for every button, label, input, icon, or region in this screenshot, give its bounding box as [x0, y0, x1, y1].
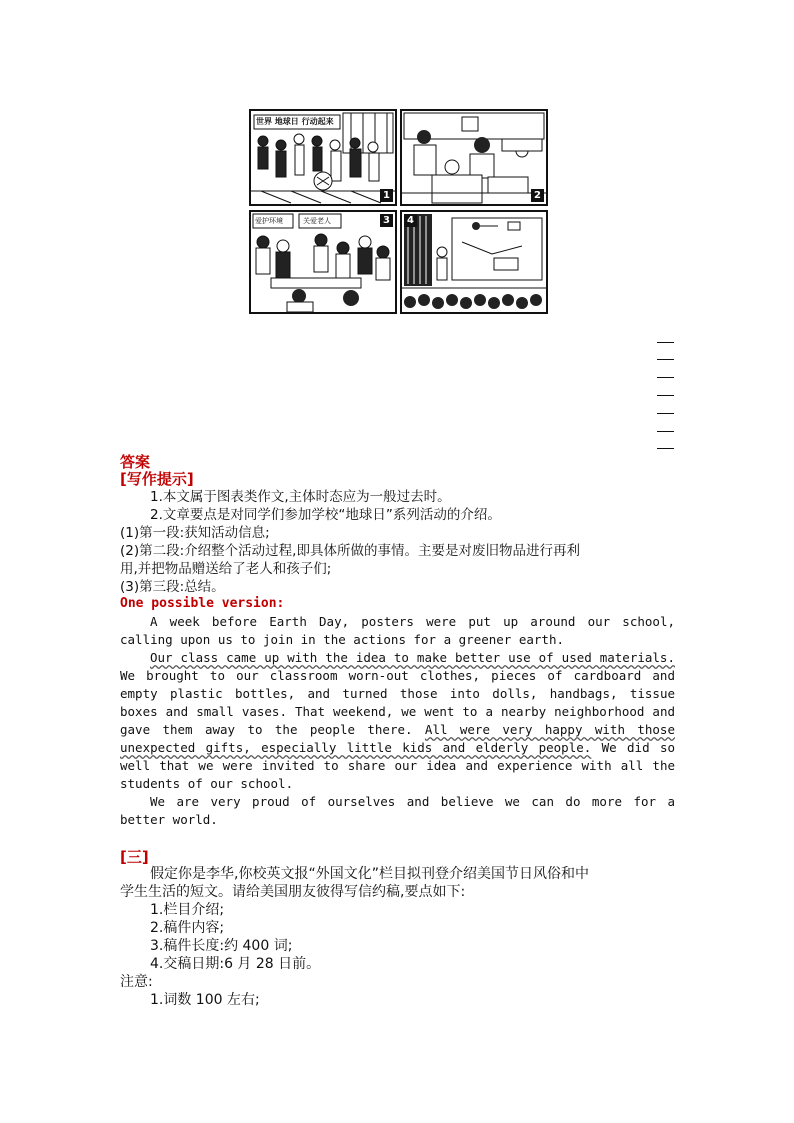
- section-3-intro-line: 假定你是李华,你校英文报“外国文化”栏目拟刊登介绍美国节日风俗和中: [150, 866, 589, 882]
- essay-paragraph-3: We are very proud of ourselves and believe we can do more for a better world.: [120, 794, 675, 827]
- answer-blank-line: [657, 395, 674, 396]
- section-3-intro-line: 学生生活的短文。请给美国朋友彼得写信约稿,要点如下:: [120, 884, 466, 900]
- tip-line: 1.本文属于图表类作文,主体时态应为一般过去时。: [150, 489, 451, 505]
- comic-panel-2: [400, 109, 548, 206]
- comic-panel-1: [249, 109, 397, 206]
- answer-blank-line: [657, 413, 674, 414]
- essay-underlined-sentence: All were very happy with those unexpected gifts, especially little kids and elderly people.: [120, 722, 675, 755]
- answer-blank-line: [657, 448, 674, 449]
- essay-text: We did so well that we were invited to share our idea and experience with all the students of our school.: [120, 740, 675, 791]
- panel-2-number: 2: [531, 189, 544, 202]
- panel-3-number: 3: [380, 214, 393, 227]
- answer-blank-line: [657, 377, 674, 378]
- point-item: 2.稿件内容;: [150, 920, 225, 936]
- point-item: 3.稿件长度:约 400 词;: [150, 938, 293, 954]
- answer-blank-line: [657, 359, 674, 360]
- writing-tips-heading: [写作提示]: [120, 470, 194, 488]
- essay-paragraph-1: A week before Earth Day, posters were put up around our school, calling upon us to join in the actions for a greener earth.: [120, 614, 675, 647]
- point-item: 1.栏目介绍;: [150, 902, 225, 918]
- tip-line: 2.文章要点是对同学们参加学校“地球日”系列活动的介绍。: [150, 507, 501, 523]
- note-item: 1.词数 100 左右;: [150, 992, 260, 1008]
- note-label: 注意:: [120, 974, 153, 990]
- point-item: 4.交稿日期:6 月 28 日前。: [150, 956, 321, 972]
- panel-3-illustration: [251, 212, 395, 312]
- section-3-heading: [三]: [120, 848, 149, 866]
- essay-paragraph-2: [120, 649, 675, 793]
- essay-text: We brought to our classroom worn-out clothes, pieces of cardboard and empty plastic bottles, and turned those into dolls, handbags, tissue boxes and small vases. That weekend, we went to a nearby neighborhood and gave them away to the people there.: [120, 668, 675, 737]
- panel-2-illustration: [402, 111, 546, 204]
- answer-heading: 答案: [120, 453, 151, 471]
- comic-panel-4: [400, 210, 548, 314]
- tip-line: (1)第一段:获知活动信息;: [120, 525, 270, 541]
- tip-line: 用,并把物品赠送给了老人和孩子们;: [120, 561, 332, 577]
- panel-3-sign-right: 关爱老人: [303, 217, 331, 225]
- tip-line: (3)第三段:总结。: [120, 579, 225, 595]
- answer-blank-line: [657, 431, 674, 432]
- answer-blank-line: [657, 342, 674, 343]
- tip-line: (2)第二段:介绍整个活动过程,即具体所做的事情。主要是对废旧物品进行再利: [120, 543, 580, 559]
- panel-1-number: 1: [380, 189, 393, 202]
- essay-underlined-sentence: Our class came up with the idea to make better use of used materials.: [150, 650, 675, 665]
- panel-4-number: 4: [404, 214, 417, 227]
- panel-4-illustration: [402, 212, 546, 312]
- panel-3-sign-left: 爱护环境: [255, 217, 283, 225]
- comic-panel-3: [249, 210, 397, 314]
- panel-1-sign-text: 世界 地球日 行动起来: [256, 117, 334, 126]
- version-heading: One possible version:: [120, 596, 285, 611]
